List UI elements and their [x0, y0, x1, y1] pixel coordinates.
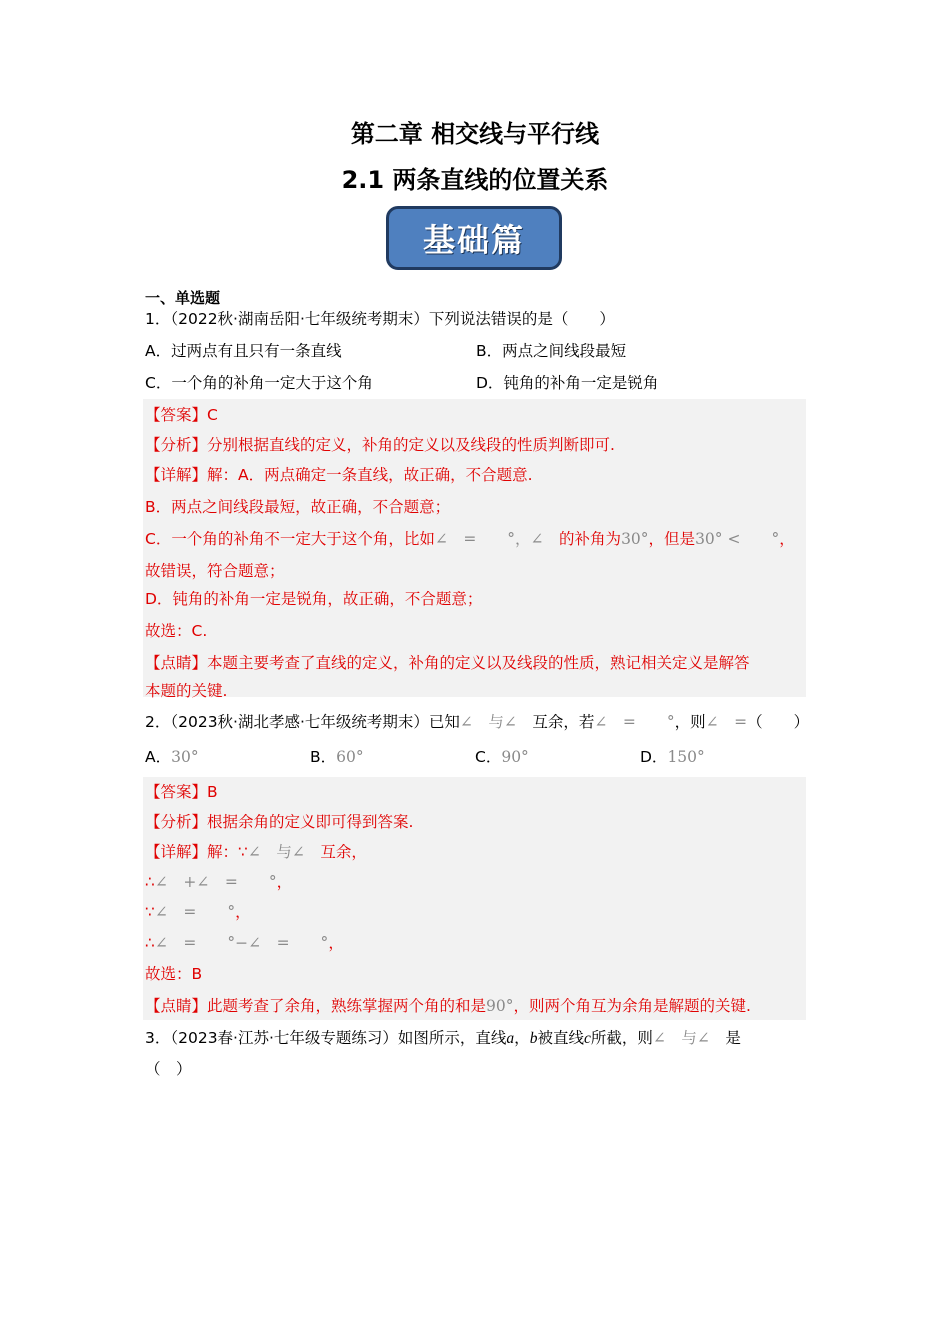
q1-detail-1: 【详解】解：A．两点确定一条直线，故正确，不合题意.	[145, 466, 533, 484]
q2-detail-3-math: ∠ = °	[154, 903, 236, 921]
q1-detail-3	[145, 527, 795, 549]
q3-stem-text-3: 所截，则	[590, 1029, 653, 1047]
q1-detail-3-text-2: 的补角为	[559, 530, 622, 548]
q2-detail-1	[145, 840, 367, 862]
q2-detail-4-math: ∠ = °−∠ = °	[154, 934, 329, 952]
q2-detail-2-math: ∠ +∠ = °	[154, 873, 277, 891]
q2-detail-1-math: ∠ 与∠	[247, 843, 321, 861]
q1-stem: 1．（2022秋·湖南岳阳·七年级统考期末）下列说法错误的是（ ）	[145, 310, 615, 328]
q3-line-b: b	[529, 1030, 538, 1047]
q2-option-b-value: 60°	[336, 748, 364, 766]
q2-option-d-value: 150°	[667, 748, 705, 766]
q2-detail-2-text: ，	[276, 873, 293, 891]
q2-option-b-label: B．	[310, 748, 337, 766]
q1-detail-3-math-3: 30° < °	[695, 530, 780, 548]
q2-detail-4	[145, 931, 344, 953]
q2-option-d-label: D．	[640, 748, 668, 766]
q3-stem	[145, 1026, 741, 1048]
q2-stem-text-3: ，则	[674, 713, 706, 731]
q1-option-d: D．钝角的补角一定是锐角	[476, 374, 659, 392]
q2-analysis: 【分析】根据余角的定义即可得到答案.	[145, 813, 414, 831]
q2-detail-4-sym: ∴	[145, 934, 155, 952]
q2-detail-2	[145, 870, 292, 892]
q2-comment	[145, 994, 751, 1016]
q2-comment-text-2: ，则两个角互为余角是解题的关键.	[513, 997, 751, 1015]
q2-answer: 【答案】B	[145, 783, 218, 801]
q2-stem-text-4: （ ）	[747, 713, 810, 731]
q3-stem-text-4: 是	[725, 1029, 741, 1047]
q2-stem-math-3: ∠ =	[705, 713, 748, 731]
q3-line-c: c	[583, 1030, 591, 1047]
q3-stem-line-2: （ ）	[145, 1060, 192, 1078]
section-title: 2.1 两条直线的位置关系	[341, 166, 609, 194]
chapter-title: 第二章 相交线与平行线	[350, 120, 600, 148]
q1-detail-5: D．钝角的补角一定是锐角，故正确，不合题意；	[145, 590, 483, 608]
q2-option-c-value: 90°	[501, 748, 529, 766]
q2-choice: 故选：B	[145, 965, 203, 983]
q1-detail-4: 故错误，符合题意；	[145, 562, 285, 580]
q2-stem-math-2: ∠ = °	[594, 713, 675, 731]
q1-detail-3-text: C．一个角的补角不一定大于这个角，比如	[145, 530, 435, 548]
level-badge	[386, 206, 562, 270]
q1-comment-1: 【点睛】本题主要考查了直线的定义，补角的定义以及线段的性质，熟记相关定义是解答	[145, 654, 750, 672]
q3-stem-comma: ，	[514, 1029, 530, 1047]
q3-stem-text-2: 被直线	[537, 1029, 584, 1047]
q2-comment-math: 90°	[486, 997, 514, 1015]
q2-option-a-value: 30°	[171, 748, 199, 766]
q1-detail-2: B．两点之间线段最短，故正确，不合题意；	[145, 498, 451, 516]
q2-detail-3-text: ，	[235, 903, 251, 921]
q2-stem	[145, 710, 809, 732]
q2-detail-3	[145, 900, 251, 922]
q1-answer: 【答案】C	[145, 406, 218, 424]
q2-option-b	[310, 745, 364, 767]
q2-stem-text-2: 互余，若	[532, 713, 595, 731]
q3-stem-math: ∠ 与∠	[652, 1029, 726, 1047]
q2-detail-4-text: ，	[328, 934, 344, 952]
section-heading: 一、单选题	[145, 289, 221, 307]
q1-comment-2: 本题的关键.	[145, 682, 228, 700]
q2-stem-text: 2．（2023秋·湖北孝感·七年级统考期末）已知	[145, 713, 460, 731]
q1-detail-3-text-3: ，但是	[648, 530, 696, 548]
q1-detail-3-text-4: ，	[779, 530, 795, 548]
q2-detail-1-text: 【详解】解：∵	[145, 843, 248, 861]
q2-comment-text: 【点睛】此题考查了余角，熟练掌握两个角的和是	[145, 997, 487, 1015]
q3-line-a: a	[506, 1030, 515, 1047]
q3-stem-text: 3．（2023春·江苏·七年级专题练习）如图所示，直线	[145, 1029, 507, 1047]
q2-option-a	[145, 745, 199, 767]
q1-analysis: 【分析】分别根据直线的定义，补角的定义以及线段的性质判断即可.	[145, 436, 615, 454]
q1-choice: 故选：C.	[145, 622, 208, 640]
q2-option-d	[640, 745, 705, 767]
q2-detail-1-text-2: 互余，	[320, 843, 367, 861]
q2-detail-3-sym: ∵	[145, 903, 155, 921]
q2-detail-2-sym: ∴	[145, 873, 155, 891]
q2-stem-math: ∠ 与∠	[459, 713, 533, 731]
q1-option-b: B．两点之间线段最短	[476, 342, 627, 360]
q1-detail-3-math-2: 30°	[621, 530, 649, 548]
q2-option-c	[475, 745, 529, 767]
q1-detail-3-math: ∠ = °，∠	[434, 530, 560, 548]
q2-option-c-label: C．	[475, 748, 502, 766]
q2-option-a-label: A．	[145, 748, 172, 766]
level-badge-label: 基础篇	[422, 221, 525, 259]
q1-option-a: A．过两点有且只有一条直线	[145, 342, 342, 360]
q1-option-c: C．一个角的补角一定大于这个角	[145, 374, 373, 392]
